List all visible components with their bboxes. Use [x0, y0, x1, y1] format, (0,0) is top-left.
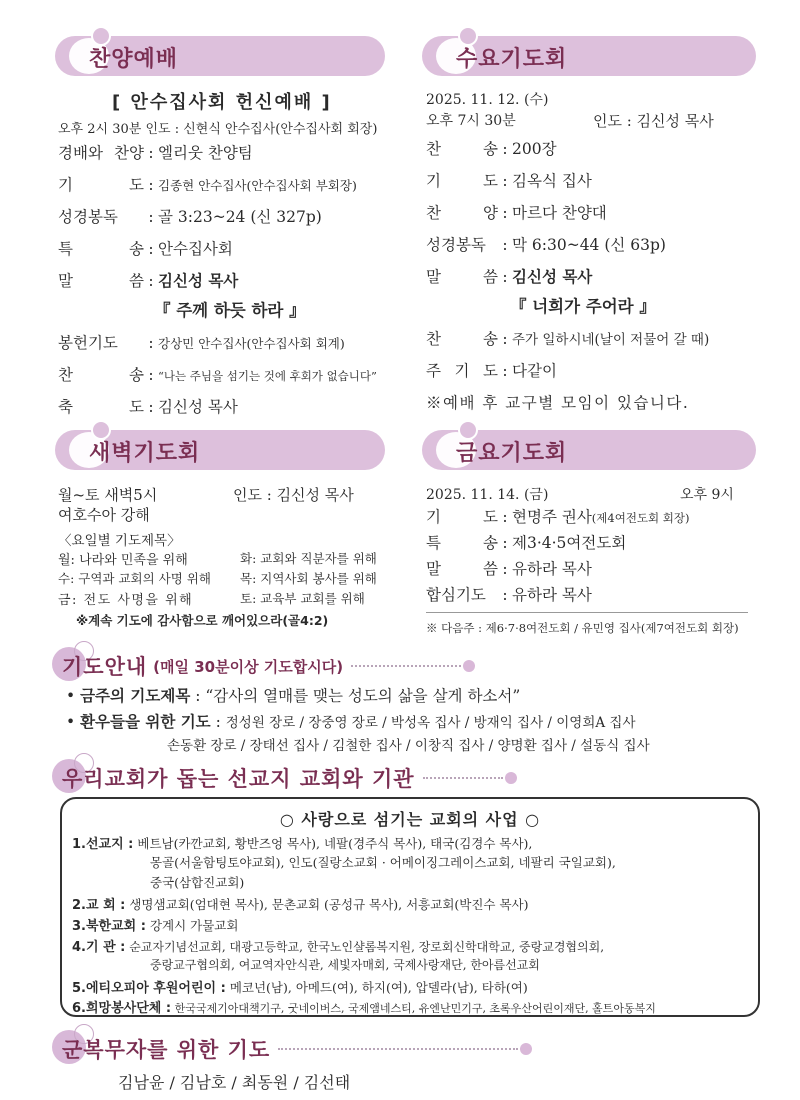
service-time-line: 오후 2시 30분 인도 : 신현식 안수집사(안수집사회 회장) — [58, 122, 378, 137]
order-row: 기 도 : 현명주 권사(제4여전도회 회장) — [426, 508, 690, 526]
mission-line: 6.희망봉사단체 : 한국국제기아대책기구, 굿네이버스, 국제앰네스티, 유엔난민기구, 초록우산어린이재단, 홀트아동복지 — [72, 1001, 656, 1016]
dawn-topics-title: 〈요일별 기도제목〉 — [58, 533, 181, 549]
dawn-topic: 수: 구역과 교회의 사명 위해 — [58, 571, 211, 586]
order-row: 찬 양 : 마르다 찬양대 — [426, 204, 607, 222]
order-row: 말 씀 : 김신성 목사 — [426, 268, 593, 286]
sermon-title: 『 너희가 주어라 』 — [510, 297, 656, 316]
order-row: 말 씀 : 김신성 목사 — [58, 272, 239, 290]
sermon-title: 『 주께 하듯 하라 』 — [154, 301, 306, 320]
patients-prayer-item: • 환우들을 위한 기도 : 정성원 장로 / 장중영 장로 / 박성옥 집사 / 방재익 집사 / 이영희A 집사 — [66, 713, 636, 731]
order-row: 축 도 : 김신성 목사 — [58, 398, 238, 416]
dawn-schedule: 월~토 새벽5시 — [58, 486, 158, 504]
mission-line: 3.북한교회 : 강계시 가물교회 — [72, 918, 239, 934]
section-title: 찬양예배 — [89, 47, 179, 72]
mission-line: 몽골(서울함팅토야교회), 인도(질랑소교회 · 어메이징그레이스교회, 네팔리 국일교회), — [150, 855, 616, 870]
order-row: 찬 송 : 200장 — [426, 140, 557, 158]
dotted-leader — [423, 777, 503, 779]
mission-line: 중랑교구협의회, 여교역자안식관, 세빛자매회, 국제사랑재단, 한아름선교회 — [150, 958, 540, 972]
dawn-topic: 목: 지역사회 봉사를 위해 — [240, 571, 377, 586]
missions-box-title: ○ 사랑으로 섬기는 교회의 사업 ○ — [279, 810, 541, 829]
wednesday-prayer-header — [422, 36, 756, 76]
section-title: 수요기도회 — [456, 47, 568, 72]
dotted-leader — [278, 1048, 518, 1050]
dawn-topic: 토: 교육부 교회를 위해 — [240, 591, 365, 606]
order-row: 성경봉독 : 골 3:23~24 (신 327p) — [58, 208, 322, 226]
friday-prayer-header — [422, 430, 756, 470]
missions-header: 우리교회가 돕는 선교지 교회와 기관 — [62, 763, 517, 793]
mission-line: 1.선교지 : 베트남(카깐교회, 황반즈엉 목사), 네팔(경주식 목사), 태국(김경수 목사), — [72, 836, 533, 852]
order-row: 기 도 : 김종현 안수집사(안수집사회 부회장) — [58, 176, 357, 194]
circle-decoration — [505, 772, 517, 784]
patients-prayer-line2: 손동환 장로 / 장태선 집사 / 김철한 집사 / 이창직 집사 / 양명환 집사 / 설동식 집사 — [167, 738, 650, 754]
order-row: 경배와 찬양 : 엘리웃 찬양팀 — [58, 144, 253, 162]
order-row: 합심기도 : 유하라 목사 — [426, 586, 592, 604]
dawn-leader: 인도 : 김신성 목사 — [233, 486, 354, 504]
service-note: ※예배 후 교구별 모임이 있습니다. — [426, 394, 690, 412]
section-title: 금요기도회 — [456, 441, 568, 466]
next-week-note: ※ 다음주 : 제6·7·8여전도회 / 유민영 집사(제7여전도회 회장) — [426, 621, 739, 635]
order-row: 기 도 : 김옥식 집사 — [426, 172, 592, 190]
order-row: 주 기 도 : 다같이 — [426, 362, 557, 380]
mission-line: 2.교 회 : 생명샘교회(엄대현 목사), 문촌교회 (공성규 목사), 서흥교회(박진수 목사) — [72, 897, 529, 913]
dawn-verse: ※계속 기도에 감사함으로 깨어있으라(골4:2) — [76, 613, 329, 628]
divider — [426, 612, 748, 613]
mission-line: 4.기 관 : 순교자기념선교회, 대광고등학교, 한국노인샬롬복지원, 장로회신학대학교, 중랑교경협의회, — [72, 940, 605, 955]
order-row: 말 씀 : 유하라 목사 — [426, 560, 592, 578]
service-date: 2025. 11. 14. (금) — [426, 487, 549, 503]
section-title: 새벽기도회 — [89, 441, 201, 466]
order-row: 특 송 : 제3·4·5여전도회 — [426, 534, 627, 552]
order-row: 찬 송 : “나는 주님을 섬기는 것에 후회가 없습니다” — [58, 366, 377, 384]
service-leader: 인도 : 김신성 목사 — [593, 112, 714, 130]
circle-decoration — [520, 1043, 532, 1055]
mission-line: 중국(삼합진교회) — [150, 875, 245, 890]
dawn-prayer-header — [55, 430, 385, 470]
soldiers-names: 김남윤 / 김남호 / 최동원 / 김선태 — [118, 1073, 351, 1092]
dawn-topic: 금: 전도 사명을 위해 — [58, 593, 194, 608]
prayer-guide-header: 기도안내 (매일 30분이상 기도합시다) — [62, 651, 475, 681]
circle-decoration — [463, 660, 475, 672]
service-date: 2025. 11. 12. (수) — [426, 92, 549, 108]
dotted-leader — [351, 665, 461, 667]
mission-line: 5.에티오피아 후원어린이 : 메코넌(남), 아메드(여), 하지(여), 압델라(남), 타하(여) — [72, 980, 528, 996]
order-row: 성경봉독 : 막 6:30~44 (신 63p) — [426, 236, 666, 254]
soldiers-prayer-header: 군복무자를 위한 기도 — [62, 1034, 532, 1064]
order-row: 봉헌기도 : 강상민 안수집사(안수집사회 회계) — [58, 334, 345, 352]
service-time: 오후 9시 — [680, 487, 734, 503]
prayer-topic-item: • 금주의 기도제목 : “감사의 열매를 맺는 성도의 삶을 살게 하소서” — [66, 687, 521, 705]
service-time: 오후 7시 30분 — [426, 113, 516, 129]
missions-box — [60, 797, 760, 1017]
dawn-topic: 화: 교회와 직분자를 위해 — [240, 551, 377, 566]
sunday-worship-header — [55, 36, 385, 76]
order-row: 특 송 : 안수집사회 — [58, 240, 233, 258]
service-subtitle: [ 안수집사회 헌신예배 ] — [112, 92, 332, 113]
dawn-topic: 월: 나라와 민족을 위해 — [58, 553, 188, 568]
dawn-book: 여호수아 강해 — [58, 506, 150, 524]
order-row: 찬 송 : 주가 일하시네(날이 저물어 갈 때) — [426, 330, 710, 348]
